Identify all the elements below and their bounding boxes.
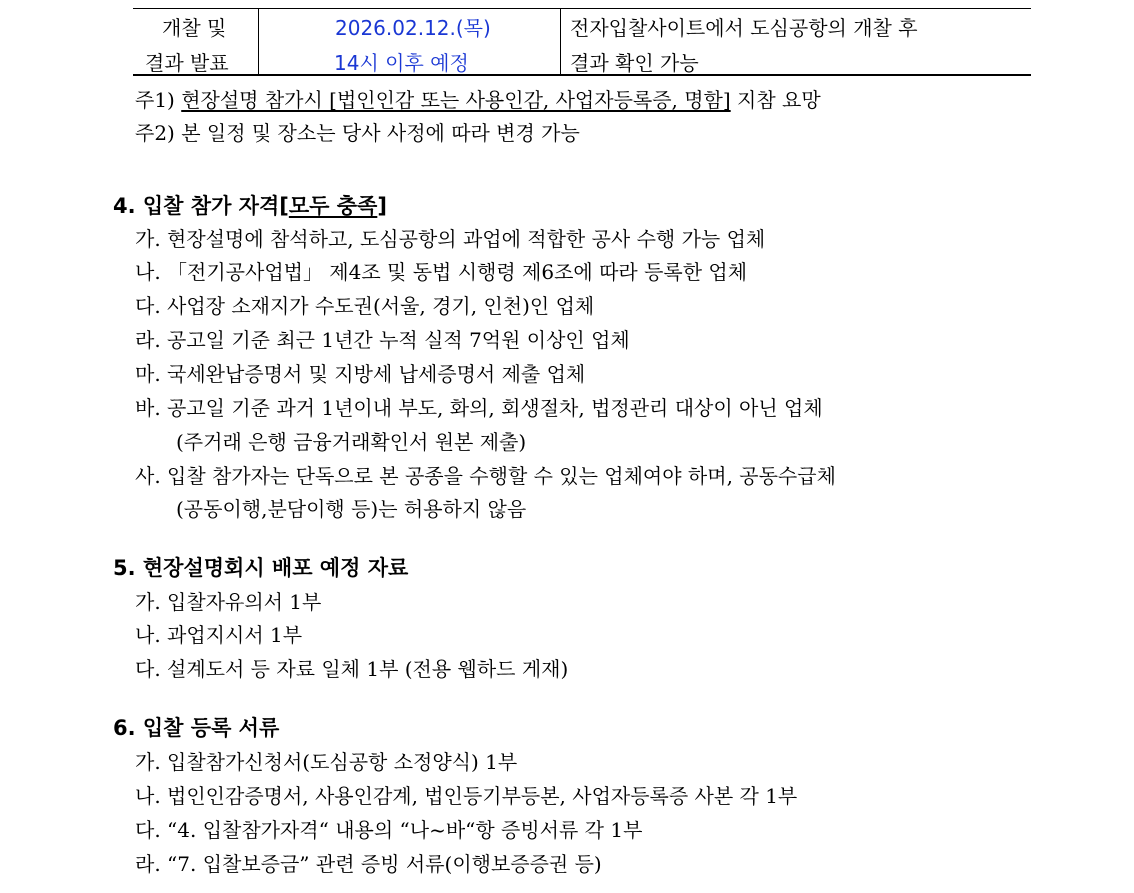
list-item: 라. 공고일 기준 최근 1년간 누적 실적 7억원 이상인 업체 — [135, 328, 630, 352]
section-5-heading: 5. 현장설명회시 배포 예정 자료 — [113, 556, 409, 580]
list-item: 마. 국세완납증명서 및 지방세 납세증명서 제출 업체 — [135, 362, 586, 386]
section-4-heading-underlined: 모두 충족 — [288, 194, 378, 218]
table-label-line1: 개찰 및 — [162, 16, 227, 40]
list-item: 가. 입찰참가신청서(도심공항 소정양식) 1부 — [135, 750, 518, 774]
table-top-border — [133, 8, 1031, 9]
list-item: 사. 입찰 참가자는 단독으로 본 공종을 수행할 수 있는 업체여야 하며, 공동수급체 — [135, 464, 836, 488]
table-col-divider-2 — [560, 8, 561, 75]
list-item: 다. 사업장 소재지가 수도권(서울, 경기, 인천)인 업체 — [135, 294, 595, 318]
list-item: 나. 「전기공사업법」 제4조 및 동법 시행령 제6조에 따라 등록한 업체 — [135, 260, 748, 284]
list-item: 다. 설계도서 등 자료 일체 1부 (전용 웹하드 게재) — [135, 657, 569, 681]
note-1-body: 현장설명 참가시 [법인인감 또는 사용인감, 사업자등록증, 명함] — [181, 88, 731, 112]
table-desc-line1: 전자입찰사이트에서 도심공항의 개찰 후 — [570, 16, 918, 40]
list-item: 나. 법인인감증명서, 사용인감계, 법인등기부등본, 사업자등록증 사본 각 1부 — [135, 784, 798, 808]
list-item: 바. 공고일 기준 과거 1년이내 부도, 화의, 회생절차, 법정관리 대상이 아닌 업체 — [135, 396, 823, 420]
list-item: 다. “4. 입찰참가자격“ 내용의 “나~바“항 증빙서류 각 1부 — [135, 818, 643, 842]
table-label-line2: 결과 발표 — [145, 51, 229, 75]
note-1-suffix: 지참 요망 — [730, 88, 821, 112]
list-item: 가. 입찰자유의서 1부 — [135, 590, 322, 614]
list-item-continuation: (공동이행,분담이행 등)는 허용하지 않음 — [176, 497, 527, 521]
note-1 — [135, 84, 821, 113]
list-item: 가. 현장설명에 참석하고, 도심공항의 과업에 적합한 공사 수행 가능 업체 — [135, 227, 766, 251]
table-date-line2: 14시 이후 예정 — [334, 51, 469, 75]
table-desc-line2: 결과 확인 가능 — [570, 51, 699, 75]
section-4-heading: 4. 입찰 참가 자격[모두 충족] — [113, 194, 387, 218]
list-item-continuation: (주거래 은행 금융거래확인서 원본 제출) — [176, 430, 527, 454]
list-item: 라. “7. 입찰보증금” 관련 증빙 서류(이행보증증권 등) — [135, 852, 602, 876]
note-1-prefix: 주1) — [135, 88, 182, 112]
note-2: 주2) 본 일정 및 장소는 당사 사정에 따라 변경 가능 — [135, 121, 580, 145]
list-item: 나. 과업지시서 1부 — [135, 623, 303, 647]
section-6-heading: 6. 입찰 등록 서류 — [113, 716, 280, 740]
table-col-divider-1 — [258, 8, 259, 75]
table-date-line1: 2026.02.12.(목) — [335, 16, 491, 40]
